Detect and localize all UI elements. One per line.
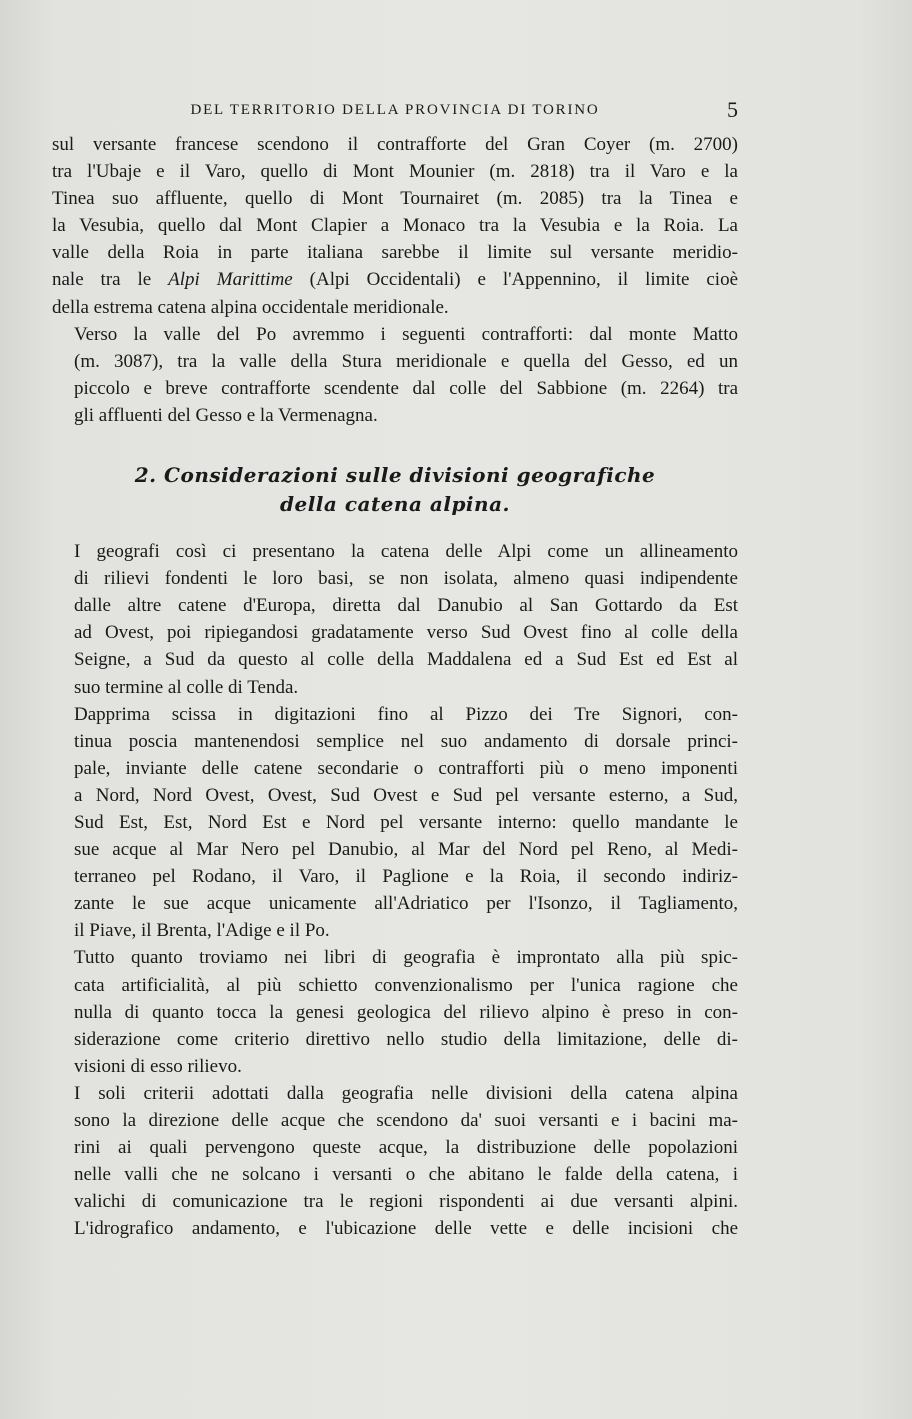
text-line: suo termine al colle di Tenda. xyxy=(74,676,299,698)
text-line: valichi di comunicazione tra le regioni rispondenti ai due versanti alpini. xyxy=(74,1191,738,1213)
text-line: visioni di esso rilievo. xyxy=(74,1055,242,1077)
paragraph-3 xyxy=(52,538,738,701)
text-line: cata artificialità, al più schietto convenzionalismo per l'unica ragione che xyxy=(74,974,738,996)
text-line: sul versante francese scendono il contrafforte del Gran Coyer (m. 2700) xyxy=(52,134,738,155)
text-line: nulla di quanto tocca la genesi geologica del rilievo alpino è preso in con- xyxy=(74,1001,738,1023)
page-header xyxy=(52,97,738,123)
text-line: nelle valli che ne solcano i versanti o che abitano le falde della catena, i xyxy=(74,1164,738,1186)
text-line: ad Ovest, poi ripiegandosi gradatamente verso Sud Ovest fino al colle della xyxy=(74,622,738,644)
section-heading xyxy=(52,461,738,519)
text-line: Tutto quanto troviamo nei libri di geografia è improntato alla più spic- xyxy=(74,947,738,969)
italic-term: Alpi Marittime xyxy=(168,269,293,291)
text-line: rini ai quali pervengono queste acque, la distribuzione delle popolazioni xyxy=(74,1137,738,1159)
text-line: terraneo pel Rodano, il Varo, il Paglione e la Roia, il secondo indiriz- xyxy=(74,866,738,888)
text-line: Sud Est, Est, Nord Est e Nord pel versante interno: quello mandante le xyxy=(74,811,738,833)
text-line: della estrema catena alpina occidentale meridionale. xyxy=(52,296,449,318)
text-line: (m. 3087), tra la valle della Stura meridionale e quella del Gesso, ed un xyxy=(74,350,738,372)
text-line: a Nord, Nord Ovest, Ovest, Sud Ovest e Sud pel versante esterno, a Sud, xyxy=(74,784,738,806)
text-line: sono la direzione delle acque che scendono da' suoi versanti e i bacini ma- xyxy=(74,1110,738,1131)
body-text xyxy=(52,131,738,1242)
text-line: I soli criterii adottati dalla geografia nelle divisioni della catena alpina xyxy=(74,1082,738,1104)
text-line: I geografi così ci presentano la catena delle Alpi come un allineamento xyxy=(74,541,738,563)
text-line: Dapprima scissa in digitazioni fino al Pizzo dei Tre Signori, con- xyxy=(74,703,738,725)
text-line: sue acque al Mar Nero pel Danubio, al Mar del Nord pel Reno, al Medi- xyxy=(74,839,738,861)
paragraph-1 xyxy=(52,131,738,321)
heading-line: della catena alpina. xyxy=(280,492,510,517)
text-line: piccolo e breve contrafforte scendente dal colle del Sabbione (m. 2264) tra xyxy=(74,377,738,399)
text-line: siderazione come criterio direttivo nello studio della limitazione, delle di- xyxy=(74,1028,738,1050)
text-line: dalle altre catene d'Europa, diretta dal Danubio al San Gottardo da Est xyxy=(74,595,738,617)
page-number: 5 xyxy=(727,97,738,122)
running-head: DEL TERRITORIO DELLA PROVINCIA DI TORINO xyxy=(190,102,600,118)
text-line: Seigne, a Sud da questo al colle della Maddalena ed a Sud Est ed Est al xyxy=(74,649,738,671)
text-line: zante le sue acque unicamente all'Adriatico per l'Isonzo, il Tagliamento, xyxy=(74,893,738,915)
text-line: L'idrografico andamento, e l'ubicazione delle vette e delle incisioni che xyxy=(74,1218,738,1240)
text-line: di rilievi fondenti le loro basi, se non isolata, almeno quasi indipendente xyxy=(74,568,738,590)
paragraph-2 xyxy=(52,321,738,429)
text-line: Verso la valle del Po avremmo i seguenti contrafforti: dal monte Matto xyxy=(74,323,738,345)
text-line: valle della Roia in parte italiana sarebbe il limite sul versante meridio- xyxy=(52,242,738,264)
text-line: pale, inviante delle catene secondarie o contrafforti più o meno imponenti xyxy=(74,757,738,779)
text-line: gli affluenti del Gesso e la Vermenagna. xyxy=(74,404,378,426)
paragraph-4 xyxy=(52,701,738,945)
text-line: Tinea suo affluente, quello di Mont Tournairet (m. 2085) tra la Tinea e xyxy=(52,188,738,210)
paragraph-6 xyxy=(52,1080,738,1243)
heading-line: 2. Considerazioni sulle divisioni geografiche xyxy=(134,463,656,488)
text-line: tinua poscia mantenendosi semplice nel suo andamento di dorsale princi- xyxy=(74,730,738,752)
text-line: tra l'Ubaje e il Varo, quello di Mont Mounier (m. 2818) tra il Varo e la xyxy=(52,161,738,183)
text-line xyxy=(52,266,738,293)
text-line: il Piave, il Brenta, l'Adige e il Po. xyxy=(74,920,330,942)
paragraph-5 xyxy=(52,944,738,1079)
text-line: la Vesubia, quello dal Mont Clapier a Monaco tra la Vesubia e la Roia. La xyxy=(52,215,738,237)
text-fragment: (Alpi Occidentali) e l'Appennino, il limite cioè xyxy=(292,269,738,291)
text-fragment: nale tra le xyxy=(52,269,169,291)
